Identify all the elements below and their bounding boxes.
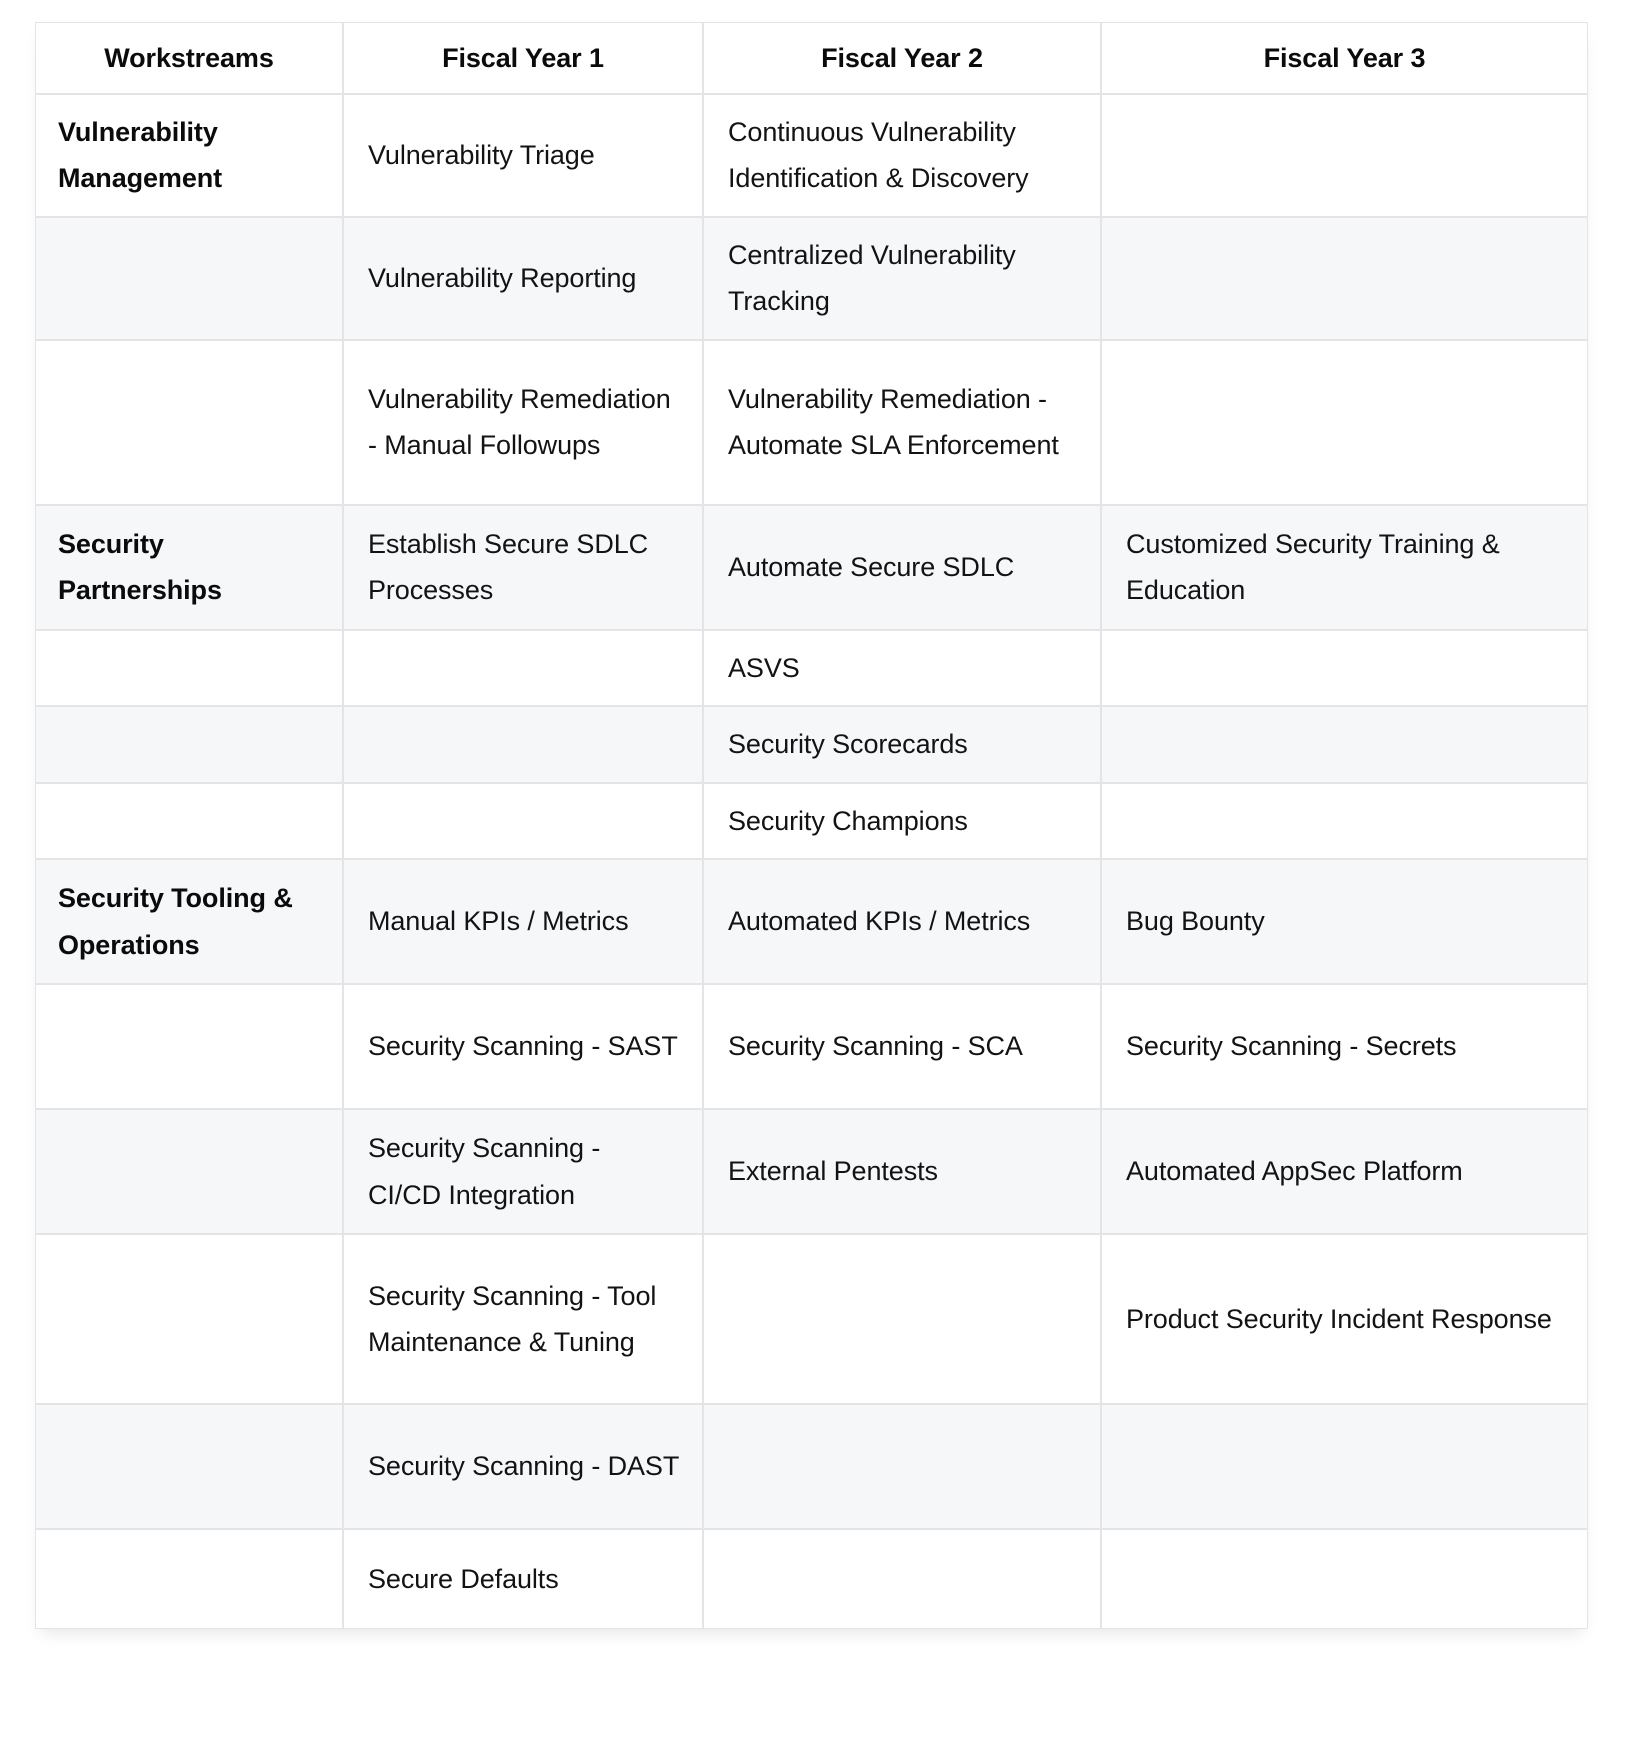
cell-fy2: External Pentests — [703, 1109, 1101, 1234]
column-header-fiscal-year-3: Fiscal Year 3 — [1101, 22, 1588, 94]
cell-fy3: Customized Security Training & Education — [1101, 505, 1588, 630]
cell-fy2: Continuous Vulnerability Identification & Discovery — [703, 94, 1101, 217]
cell-fy3 — [1101, 1404, 1588, 1529]
cell-fy1: Security Scanning - Tool Maintenance & Tuning — [343, 1234, 703, 1404]
table-body — [35, 94, 1588, 1629]
cell-fy3 — [1101, 706, 1588, 782]
cell-workstream — [35, 706, 343, 782]
cell-fy2: Centralized Vulnerability Tracking — [703, 217, 1101, 340]
cell-fy3 — [1101, 783, 1588, 859]
cell-fy3 — [1101, 217, 1588, 340]
cell-fy2: Security Scanning - SCA — [703, 984, 1101, 1109]
table-row — [35, 1529, 1588, 1629]
cell-fy1 — [343, 783, 703, 859]
cell-fy1: Establish Secure SDLC Processes — [343, 505, 703, 630]
cell-fy2: Security Scorecards — [703, 706, 1101, 782]
cell-workstream — [35, 340, 343, 505]
cell-fy2 — [703, 1234, 1101, 1404]
table-row — [35, 984, 1588, 1109]
cell-fy1: Security Scanning - DAST — [343, 1404, 703, 1529]
cell-workstream — [35, 630, 343, 706]
cell-workstream: Vulnerability Management — [35, 94, 343, 217]
cell-workstream — [35, 1234, 343, 1404]
cell-workstream — [35, 783, 343, 859]
cell-workstream: Security Tooling & Operations — [35, 859, 343, 984]
cell-fy3: Product Security Incident Response — [1101, 1234, 1588, 1404]
table-row — [35, 783, 1588, 859]
table-row — [35, 706, 1588, 782]
cell-workstream — [35, 1529, 343, 1629]
column-header-fiscal-year-1: Fiscal Year 1 — [343, 22, 703, 94]
cell-fy1: Security Scanning - CI/CD Integration — [343, 1109, 703, 1234]
table-row — [35, 340, 1588, 505]
table-row — [35, 859, 1588, 984]
table-header-row — [35, 22, 1588, 94]
cell-fy1: Security Scanning - SAST — [343, 984, 703, 1109]
column-header-workstreams: Workstreams — [35, 22, 343, 94]
cell-fy3 — [1101, 340, 1588, 505]
cell-fy2 — [703, 1529, 1101, 1629]
cell-fy2: ASVS — [703, 630, 1101, 706]
cell-fy3: Automated AppSec Platform — [1101, 1109, 1588, 1234]
cell-fy3 — [1101, 630, 1588, 706]
table-row — [35, 217, 1588, 340]
table-row — [35, 94, 1588, 217]
cell-fy1: Vulnerability Remediation - Manual Followups — [343, 340, 703, 505]
cell-workstream — [35, 1109, 343, 1234]
table-row — [35, 1109, 1588, 1234]
cell-fy1 — [343, 706, 703, 782]
cell-fy1: Manual KPIs / Metrics — [343, 859, 703, 984]
cell-fy2 — [703, 1404, 1101, 1529]
table-row — [35, 1404, 1588, 1529]
table-header — [35, 22, 1588, 94]
cell-fy3: Security Scanning - Secrets — [1101, 984, 1588, 1109]
cell-fy3 — [1101, 94, 1588, 217]
cell-workstream: Security Partnerships — [35, 505, 343, 630]
table-row — [35, 1234, 1588, 1404]
cell-fy2: Security Champions — [703, 783, 1101, 859]
cell-fy2: Automate Secure SDLC — [703, 505, 1101, 630]
cell-fy1 — [343, 630, 703, 706]
table-row — [35, 505, 1588, 630]
cell-fy3 — [1101, 1529, 1588, 1629]
table-row — [35, 630, 1588, 706]
cell-fy2: Vulnerability Remediation - Automate SLA Enforcement — [703, 340, 1101, 505]
cell-workstream — [35, 217, 343, 340]
cell-fy3: Bug Bounty — [1101, 859, 1588, 984]
cell-workstream — [35, 984, 343, 1109]
cell-fy1: Vulnerability Triage — [343, 94, 703, 217]
cell-fy2: Automated KPIs / Metrics — [703, 859, 1101, 984]
security-roadmap-table — [35, 22, 1588, 1629]
column-header-fiscal-year-2: Fiscal Year 2 — [703, 22, 1101, 94]
cell-workstream — [35, 1404, 343, 1529]
cell-fy1: Vulnerability Reporting — [343, 217, 703, 340]
cell-fy1: Secure Defaults — [343, 1529, 703, 1629]
